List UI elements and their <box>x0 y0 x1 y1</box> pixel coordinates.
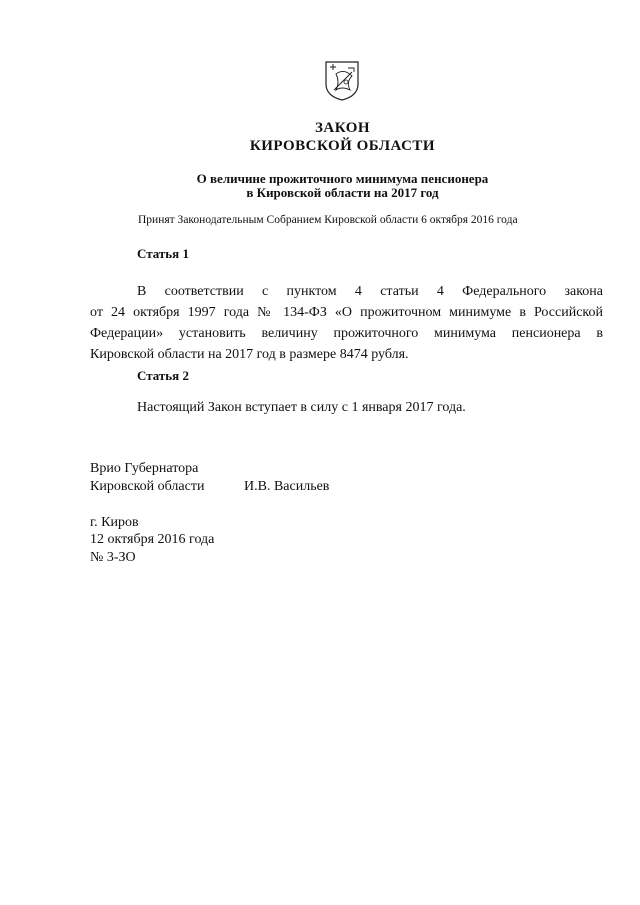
article-1-text <box>90 281 603 365</box>
article-1-line: Федерации» установить величину прожиточного минимума пенсионера в <box>90 326 603 341</box>
signing-city: г. Киров <box>90 515 139 530</box>
article-1-line: В соответствии с пунктом 4 статьи 4 Федерального закона <box>137 284 603 299</box>
article-2-text: Настоящий Закон вступает в силу с 1 января 2017 года. <box>137 400 466 415</box>
signing-date: 12 октября 2016 года <box>90 532 215 547</box>
signatory-name: И.В. Васильев <box>244 479 330 494</box>
article-1-line: Кировской области на 2017 год в размере 8474 рубля. <box>90 347 409 362</box>
article-1-heading: Статья 1 <box>137 246 189 261</box>
issuing-region-title: КИРОВСКОЙ ОБЛАСТИ <box>249 138 436 154</box>
law-subject-line1: О величине прожиточного минимума пенсионера <box>196 171 489 186</box>
adoption-note: Принят Законодательным Собранием Кировской области 6 октября 2016 года <box>138 214 518 226</box>
document-type-title: ЗАКОН <box>314 120 371 136</box>
coat-of-arms-icon <box>324 60 360 102</box>
signatory-position-line2: Кировской области <box>90 479 205 494</box>
signatory-position-line1: Врио Губернатора <box>90 461 199 476</box>
law-subject-line2: в Кировской области на 2017 год <box>246 185 439 200</box>
article-1-line: от 24 октября 1997 года № 134-ФЗ «О прожиточном минимуме в Российской <box>90 305 603 320</box>
article-2-heading: Статья 2 <box>137 368 189 383</box>
law-number: № 3-ЗО <box>90 550 136 565</box>
